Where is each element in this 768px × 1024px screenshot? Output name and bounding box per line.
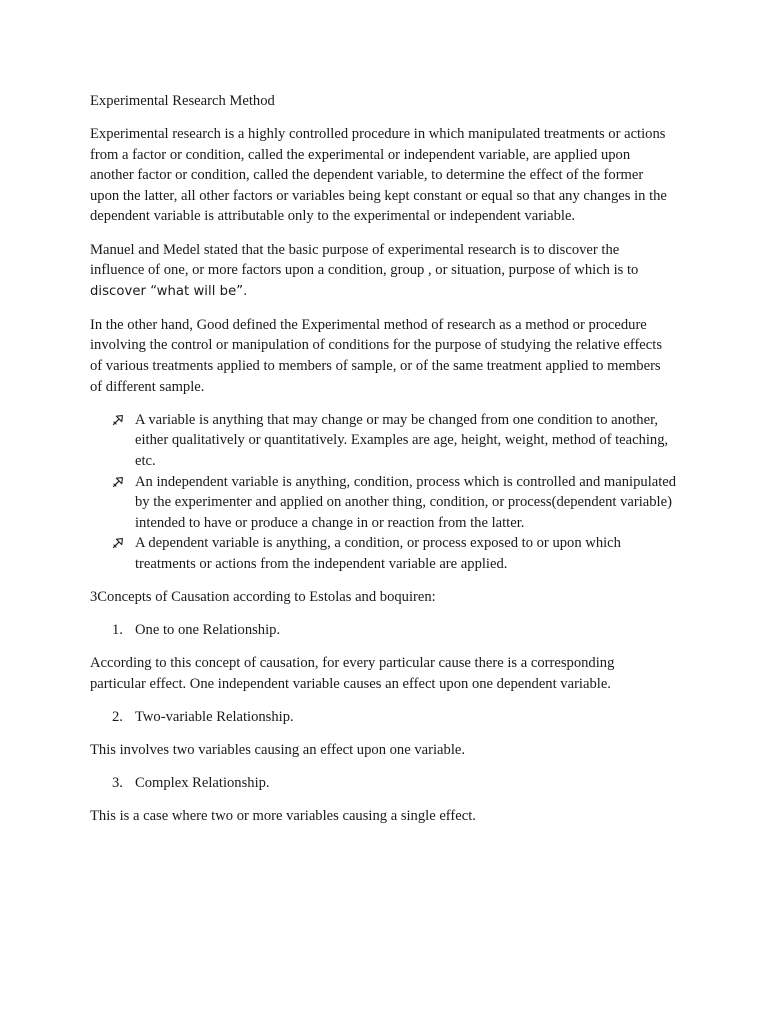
concept-one xyxy=(90,620,680,694)
numbered-item xyxy=(90,773,680,794)
list-item xyxy=(90,533,680,574)
item-label: Two-variable Relationship. xyxy=(135,708,294,725)
arrow-bullet-icon xyxy=(111,413,125,427)
document-title: Experimental Research Method xyxy=(90,93,275,109)
bullet-text: A dependent variable is anything, a condition, or process exposed to or upon which treatments or actions from the independent variable are applied. xyxy=(135,535,621,572)
concept-three xyxy=(90,773,680,827)
bullet-text: A variable is anything that may change or may be changed from one condition to another, either qualitatively or quantitatively. Examples are age, height, weight, method of teaching, etc. xyxy=(135,411,669,469)
paragraph-purpose-text: Manuel and Medel stated that the basic purpose of experimental research is to discover the influence of one, or more factors upon a condition, group , or situation, purpose of which is to xyxy=(90,241,639,279)
item-label: One to one Relationship. xyxy=(135,622,281,639)
paragraph-definition: Experimental research is a highly controlled procedure in which manipulated treatments or actions from a factor or condition, called the experimental or independent variable, are applied upon another factor or condition, called the dependent variable, to determine the effect of the former upon the latter, all other factors or variables being kept constant or equal so that any changes in the dependent variable is attributable only to the experimental or independent variable. xyxy=(90,126,667,225)
bullet-text: An independent variable is anything, condition, process which is controlled and manipulated by the experimenter and applied on another thing, condition, or process(dependent variable) intended to have or produce a change in or reaction from the latter. xyxy=(135,473,677,531)
list-item xyxy=(90,410,680,472)
paragraph-purpose xyxy=(90,240,670,303)
concept-two xyxy=(90,707,680,761)
quote-tail-text: discover “what will be”. xyxy=(90,283,248,299)
list-item xyxy=(90,472,680,534)
item-number: 2. xyxy=(112,708,123,725)
arrow-bullet-icon xyxy=(111,475,125,489)
item-label: Complex Relationship. xyxy=(135,775,270,792)
numbered-item xyxy=(90,620,680,641)
concepts-heading: 3Concepts of Causation according to Estolas and boquiren: xyxy=(90,588,436,605)
numbered-item xyxy=(90,707,680,728)
concept-description: According to this concept of causation, for every particular cause there is a corresponding particular effect. One independent variable causes an effect upon one dependent variable. xyxy=(90,655,615,692)
variable-bullet-list xyxy=(90,410,680,575)
document-page xyxy=(90,91,680,839)
concept-description: This involves two variables causing an effect upon one variable. xyxy=(90,741,465,758)
concept-description: This is a case where two or more variables causing a single effect. xyxy=(90,808,476,825)
arrow-bullet-icon xyxy=(111,536,125,550)
paragraph-good-definition: In the other hand, Good defined the Experimental method of research as a method or procedure involving the control or manipulation of conditions for the purpose of studying the relative effects of various treatments applied to members of sample, or of the same treatment applied to members of different sample. xyxy=(90,316,662,395)
item-number: 3. xyxy=(112,775,123,792)
item-number: 1. xyxy=(112,622,123,639)
